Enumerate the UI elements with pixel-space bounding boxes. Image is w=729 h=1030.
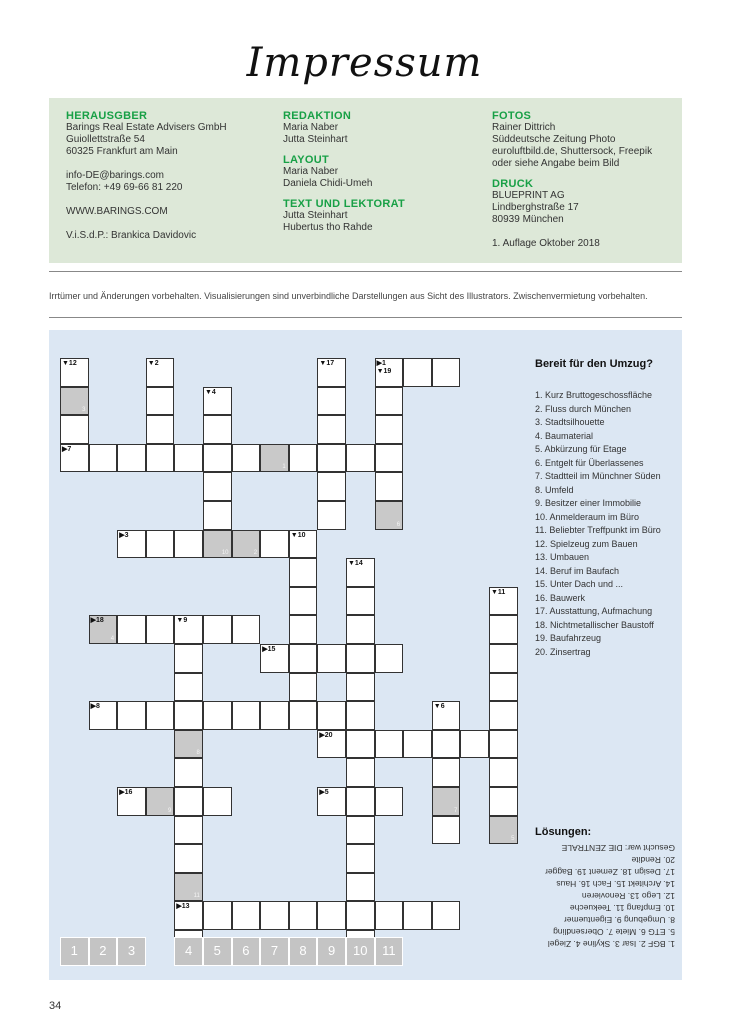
crossword-cell[interactable] — [346, 787, 375, 816]
clue-number-label: ▼14 — [348, 560, 363, 568]
crossword-cell[interactable] — [346, 758, 375, 787]
clue-number-label: ▶16 — [119, 789, 133, 796]
clue-number — [148, 360, 159, 368]
clue-number — [62, 360, 77, 368]
clue-item: 19. Baufahrzeug — [535, 633, 602, 643]
clue-number — [205, 389, 216, 397]
publisher-line: 60325 Frankfurt am Main — [66, 146, 178, 157]
crossword-cell[interactable] — [432, 901, 461, 930]
solution-index: 2 — [253, 550, 258, 557]
crossword-cell[interactable] — [60, 444, 89, 473]
solution-index: 6 — [396, 521, 401, 528]
solution-line: 10. Empfang 11. Teekueche — [569, 903, 675, 913]
crossword-cell[interactable] — [203, 701, 232, 730]
clue-item: 5. Abkürzung für Etage — [535, 444, 627, 454]
solution-box[interactable]: 2 — [89, 937, 118, 966]
crossword-cell[interactable] — [146, 701, 175, 730]
publisher-heading: HERAUSGBER — [66, 110, 148, 122]
publisher-phone: Telefon: +49 69-66 81 220 — [66, 182, 183, 193]
crossword-cell[interactable] — [460, 730, 489, 759]
crossword-cell[interactable] — [146, 358, 175, 387]
fotos-line: Rainer Dittrich — [492, 122, 556, 133]
solution-box[interactable]: 3 — [117, 937, 146, 966]
druck-line: 80939 München — [492, 214, 564, 225]
crossword-cell[interactable] — [317, 472, 346, 501]
clue-item: 16. Bauwerk — [535, 592, 586, 603]
crossword-cell[interactable] — [289, 701, 318, 730]
crossword-cell[interactable] — [174, 673, 203, 702]
clue-number-label: ▼9 — [176, 617, 188, 625]
clue-number — [377, 360, 392, 376]
crossword-cell[interactable] — [289, 558, 318, 587]
page-number: 34 — [49, 1000, 62, 1012]
crossword-solution-cell[interactable] — [174, 730, 203, 759]
solution-box[interactable]: 8 — [289, 937, 318, 966]
clue-item: 12. Spielzeug zum Bauen — [535, 538, 638, 549]
solution-index: 4 — [110, 635, 115, 642]
layout-heading: LAYOUT — [283, 154, 330, 166]
redaktion-name: Jutta Steinhart — [283, 134, 348, 145]
crossword-cell[interactable] — [117, 444, 146, 473]
crossword-solution-cell[interactable] — [232, 530, 261, 559]
clue-item: 4. Baumaterial — [535, 430, 594, 441]
clue-number-label: ▼4 — [205, 388, 216, 396]
redaktion-heading: REDAKTION — [283, 110, 352, 122]
solution-line: 5. ETG 6. Miete 7. Obersendling — [553, 927, 675, 937]
crossword-solution-cell[interactable] — [203, 530, 232, 559]
crossword-cell[interactable] — [432, 701, 461, 730]
crossword-cell[interactable] — [375, 472, 404, 501]
solution-line: Gesucht war: DIE ZENTRALE — [561, 843, 675, 853]
publisher-visdp: V.i.S.d.P.: Brankica Davidovic — [66, 230, 197, 241]
lektorat-heading: TEXT UND LEKTORAT — [283, 198, 406, 210]
publisher-column — [66, 110, 227, 242]
clues-title: Bereit für den Umzug? — [535, 358, 653, 370]
solution-index: 8 — [196, 750, 200, 757]
crossword-cell[interactable] — [232, 615, 261, 644]
clue-number-label: ▶20 — [319, 731, 333, 739]
publisher-email: info-DE@barings.com — [66, 170, 164, 181]
clue-list — [535, 389, 661, 659]
crossword-cell[interactable] — [203, 387, 232, 416]
fotos-line: Süddeutsche Zeitung Photo — [492, 134, 616, 145]
crossword-cell[interactable] — [117, 701, 146, 730]
solution-index: 11 — [193, 893, 200, 900]
publisher-line: Barings Real Estate Advisers GmbH — [66, 122, 227, 133]
crossword-cell[interactable] — [146, 444, 175, 473]
editorial-column — [283, 110, 405, 234]
layout-name: Maria Naber — [283, 166, 339, 177]
crossword-cell[interactable] — [346, 844, 375, 873]
clue-number — [91, 703, 100, 711]
clue-number — [319, 732, 332, 740]
divider-top — [49, 271, 682, 272]
crossword-cell[interactable] — [346, 587, 375, 616]
crossword-cell[interactable] — [346, 444, 375, 473]
crossword-cell[interactable] — [203, 615, 232, 644]
crossword-cell[interactable] — [346, 901, 375, 930]
crossword-cell[interactable] — [146, 530, 175, 559]
lektorat-name: Jutta Steinhart — [283, 210, 348, 221]
clue-number — [62, 446, 71, 454]
clue-number-label: ▶7 — [62, 445, 72, 453]
crossword-cell[interactable] — [232, 901, 261, 930]
crossword-cell[interactable] — [489, 587, 518, 616]
solution-box[interactable]: 10 — [346, 937, 375, 966]
crossword-cell[interactable] — [146, 387, 175, 416]
clue-item: 20. Zinsertrag — [535, 646, 591, 657]
solution-box[interactable]: 1 — [60, 937, 89, 966]
crossword-cell[interactable] — [289, 673, 318, 702]
crossword-cell[interactable] — [232, 701, 261, 730]
photo-print-column — [492, 110, 652, 250]
solution-line: 20. Rendite — [631, 855, 675, 865]
clue-number-label: ▶18 — [90, 617, 104, 625]
crossword-cell[interactable] — [203, 444, 232, 473]
clue-number — [119, 789, 132, 797]
crossword-solution-cell[interactable] — [174, 873, 203, 902]
solution-index: 7 — [453, 807, 458, 814]
crossword-cell[interactable] — [346, 816, 375, 845]
publisher-line: Guiollettstraße 54 — [66, 134, 145, 145]
crossword-solution-cell[interactable] — [89, 615, 118, 644]
crossword-cell[interactable] — [489, 730, 518, 759]
fotos-heading: FOTOS — [492, 110, 532, 122]
crossword-cell[interactable] — [375, 387, 404, 416]
clue-number-label: ▼11 — [491, 588, 506, 596]
crossword-cell[interactable] — [89, 701, 118, 730]
crossword-cell[interactable] — [289, 615, 318, 644]
solutions-title: Lösungen: — [535, 826, 592, 838]
crossword-cell[interactable] — [403, 901, 432, 930]
crossword-cell[interactable] — [146, 615, 175, 644]
crossword-cell[interactable] — [174, 844, 203, 873]
solution-index: 5 — [511, 836, 515, 843]
solution-box[interactable]: 6 — [232, 937, 261, 966]
crossword-cell[interactable] — [432, 758, 461, 787]
clue-number-label: ▶8 — [90, 703, 100, 711]
crossword-cell[interactable] — [260, 901, 289, 930]
solution-box[interactable]: 11 — [375, 937, 404, 966]
crossword-cell[interactable] — [346, 730, 375, 759]
impressum-box — [49, 98, 682, 263]
clue-number-label: ▼10 — [290, 531, 306, 539]
clue-number-label: ▶15 — [262, 646, 276, 653]
crossword-cell[interactable] — [432, 730, 461, 759]
solution-line: 17. Design 18. Zement 19. Bagger — [545, 867, 675, 877]
clue-number-label: ▶1 — [376, 360, 386, 367]
crossword-cell[interactable] — [174, 444, 203, 473]
clue-number-label: ▶5 — [319, 789, 329, 796]
clue-number — [348, 560, 363, 568]
crossword-cell[interactable] — [489, 644, 518, 673]
crossword-cell[interactable] — [317, 787, 346, 816]
crossword-cell[interactable] — [117, 615, 146, 644]
clue-number-label: ▼19 — [376, 368, 392, 375]
crossword-cell[interactable] — [489, 673, 518, 702]
crossword-cell[interactable] — [174, 615, 203, 644]
solution-line: 8. Umgebung 9. Eigentuemer — [563, 915, 675, 925]
clue-item: 3. Stadtsilhouette — [535, 417, 605, 427]
solution-line: 1. BGF 2. Isar 3. Skyline 4. Ziegel — [547, 939, 675, 949]
fotos-line: oder siehe Angabe beim Bild — [492, 158, 620, 169]
crossword-solution-cell[interactable] — [489, 816, 518, 845]
layout-name: Daniela Chidi-Umeh — [283, 178, 373, 189]
crossword-cell[interactable] — [203, 472, 232, 501]
solution-box[interactable]: 4 — [174, 937, 203, 966]
solution-index: 9 — [167, 807, 172, 814]
clue-item: 17. Ausstattung, Aufmachung — [535, 606, 653, 616]
clue-number — [291, 532, 306, 540]
crossword-cell[interactable] — [346, 673, 375, 702]
crossword-cell[interactable] — [317, 730, 346, 759]
crossword-solution-cell[interactable] — [432, 787, 461, 816]
crossword-cell[interactable] — [174, 758, 203, 787]
crossword-cell[interactable] — [260, 530, 289, 559]
crossword-cell[interactable] — [317, 701, 346, 730]
crossword-cell[interactable] — [289, 444, 318, 473]
crossword-cell[interactable] — [375, 730, 404, 759]
clue-number-label: ▼6 — [433, 703, 445, 711]
clue-item: 6. Entgelt für Überlassenes — [535, 457, 644, 468]
solution-line: 12. Lego 13. Renovieren — [581, 891, 675, 901]
divider-bottom — [49, 317, 682, 318]
solution-index: 10 — [221, 550, 229, 557]
crossword-cell[interactable] — [317, 644, 346, 673]
crossword-cell[interactable] — [375, 787, 404, 816]
crossword-cell[interactable] — [203, 787, 232, 816]
crossword-cell[interactable] — [232, 444, 261, 473]
crossword-cell[interactable] — [375, 415, 404, 444]
crossword-cell[interactable] — [203, 415, 232, 444]
crossword-cell[interactable] — [489, 787, 518, 816]
solutions-text — [535, 842, 675, 950]
clue-number — [434, 703, 445, 711]
crossword-cell[interactable] — [203, 901, 232, 930]
crossword-cell[interactable] — [403, 358, 432, 387]
crossword-cell[interactable] — [89, 444, 118, 473]
disclaimer: Irrtümer und Änderungen vorbehalten. Visualisierungen sind unverbindliche Darstellungen aus Sicht des Illustrators. Zwischenvermietung vorbehalten. — [49, 291, 648, 301]
crossword-cell[interactable] — [174, 644, 203, 673]
crossword-cell[interactable] — [117, 530, 146, 559]
crossword-cell[interactable] — [317, 387, 346, 416]
druck-line: Lindberghstraße 17 — [492, 202, 579, 213]
clue-number — [262, 646, 275, 654]
solution-index: 1 — [282, 464, 286, 471]
crossword-solution-cell[interactable] — [146, 787, 175, 816]
crossword-solution-cell[interactable] — [60, 387, 89, 416]
crossword-cell[interactable] — [289, 587, 318, 616]
crossword-cell[interactable] — [375, 644, 404, 673]
clue-number — [176, 903, 189, 911]
crossword-cell[interactable] — [375, 444, 404, 473]
clue-number — [91, 617, 104, 625]
auflage: 1. Auflage Oktober 2018 — [492, 238, 600, 249]
crossword-cell[interactable] — [117, 787, 146, 816]
crossword-cell[interactable] — [432, 816, 461, 845]
lektorat-name: Hubertus tho Rahde — [283, 222, 373, 233]
clue-item: 15. Unter Dach und ... — [535, 579, 624, 589]
crossword-cell[interactable] — [289, 530, 318, 559]
druck-heading: DRUCK — [492, 178, 534, 190]
clue-number — [319, 360, 334, 368]
crossword-cell[interactable] — [346, 558, 375, 587]
crossword-cell[interactable] — [317, 901, 346, 930]
fotos-line: euroluftbild.de, Shuttersock, Freepik — [492, 146, 653, 157]
clue-item: 14. Beruf im Baufach — [535, 565, 620, 576]
clue-number-label: ▼2 — [147, 360, 159, 367]
solution-box[interactable]: 7 — [260, 937, 289, 966]
druck-line: BLUEPRINT AG — [492, 190, 565, 201]
clue-number — [491, 589, 505, 597]
crossword-cell[interactable] — [60, 415, 89, 444]
crossword-cell[interactable] — [289, 901, 318, 930]
crossword-cell[interactable] — [260, 644, 289, 673]
clue-item: 2. Fluss durch München — [535, 403, 632, 414]
crossword-cell[interactable] — [375, 358, 404, 387]
clue-item: 8. Umfeld — [535, 484, 574, 495]
solution-line: 14. Architekt 15. Fach 16. Haus — [556, 879, 675, 889]
redaktion-name: Maria Naber — [283, 122, 339, 133]
solution-box[interactable]: 5 — [203, 937, 232, 966]
clue-item: 9. Besitzer einer Immobilie — [535, 498, 642, 508]
crossword-cell[interactable] — [375, 901, 404, 930]
crossword-cell[interactable] — [174, 816, 203, 845]
clue-number — [319, 789, 328, 797]
clue-number-label: ▶3 — [119, 531, 129, 539]
clue-item: 13. Umbauen — [535, 552, 590, 562]
crossword-cell[interactable] — [174, 901, 203, 930]
crossword-cell[interactable] — [174, 787, 203, 816]
clue-number-label: ▶13 — [176, 903, 190, 911]
clue-item: 1. Kurz Bruttogeschossfläche — [535, 390, 653, 400]
clue-item: 11. Beliebter Treffpunkt im Büro — [535, 525, 661, 535]
crossword-cell[interactable] — [174, 701, 203, 730]
crossword-cell[interactable] — [346, 644, 375, 673]
clue-number-label: ▼12 — [62, 360, 77, 367]
crossword-cell[interactable] — [60, 358, 89, 387]
crossword-cell[interactable] — [317, 444, 346, 473]
clue-item: 18. Nichtmetallischer Baustoff — [535, 619, 654, 630]
crossword-cell[interactable] — [174, 530, 203, 559]
clue-number — [119, 532, 128, 540]
clue-number-label: ▼17 — [319, 360, 335, 367]
crossword-cell[interactable] — [489, 615, 518, 644]
solution-index: 3 — [82, 407, 86, 414]
page-title: Impressum — [246, 40, 483, 86]
crossword-solution-cell[interactable] — [260, 444, 289, 473]
crossword-cell[interactable] — [403, 730, 432, 759]
publisher-website: WWW.BARINGS.COM — [66, 206, 168, 217]
crossword-cell[interactable] — [317, 501, 346, 530]
crossword-cell[interactable] — [317, 415, 346, 444]
solution-box[interactable]: 9 — [317, 937, 346, 966]
crossword-cell[interactable] — [146, 415, 175, 444]
crossword-cell[interactable] — [489, 701, 518, 730]
crossword-solution-cell[interactable] — [375, 501, 404, 530]
crossword-cell[interactable] — [203, 501, 232, 530]
crossword-cell[interactable] — [346, 873, 375, 902]
crossword-cell[interactable] — [346, 701, 375, 730]
crossword-cell[interactable] — [317, 358, 346, 387]
crossword-cell[interactable] — [260, 701, 289, 730]
crossword-cell[interactable] — [432, 358, 461, 387]
clue-number — [176, 617, 187, 625]
crossword-cell[interactable] — [289, 644, 318, 673]
crossword-cell[interactable] — [489, 758, 518, 787]
clue-item: 7. Stadtteil im Münchner Süden — [535, 471, 661, 481]
clue-item: 10. Anmelderaum im Büro — [535, 511, 640, 522]
crossword-cell[interactable] — [346, 615, 375, 644]
